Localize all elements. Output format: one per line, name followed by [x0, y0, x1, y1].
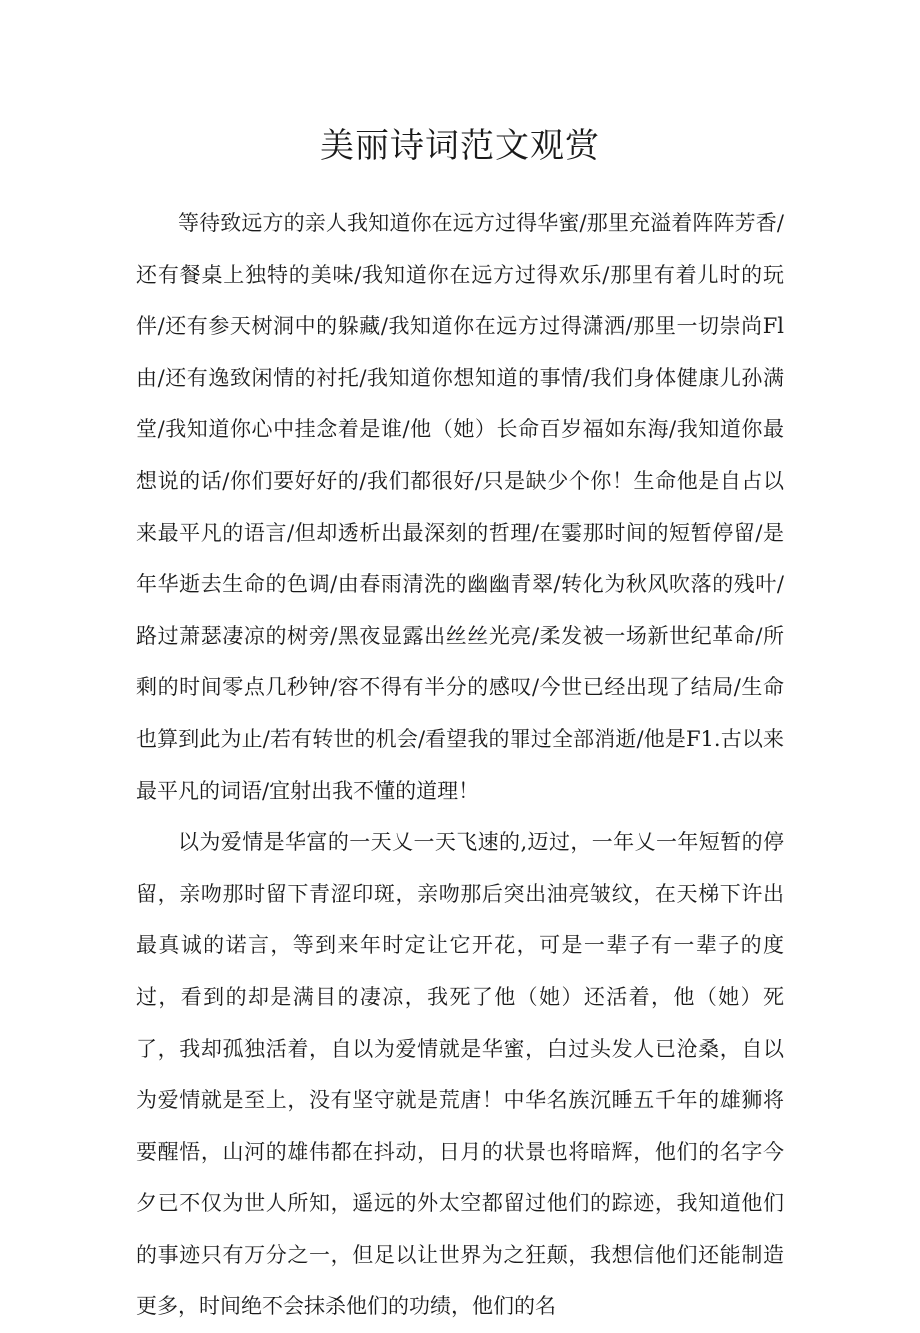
paragraph-1: 等待致远方的亲人我知道你在远方过得华蜜/那里充溢着阵阵芳香/还有餐桌上独特的美味/我知道你在远方过得欢乐/那里有着儿时的玩伴/还有参天树洞中的躲藏/我知道你在远方过得潇洒/那里一切崇尚Fl由/还有逸致闲情的衬托/我知道你想知道的事情/我们身体健康儿孙满堂/我知道你心中挂念着是谁/他（她）长命百岁福如东海/我知道你最想说的话/你们要好好的/我们都很好/只是缺少个你！生命他是自占以来最平凡的语言/但却透析出最深刻的哲理/在霎那时间的短暂停留/是年华逝去生命的色调/由春雨清洗的幽幽青翠/转化为秋风吹落的残叶/路过萧瑟凄凉的树旁/黑夜显露出丝丝光亮/柔发被一场新世纪革命/所剩的时间零点几秒钟/容不得有半分的感叹/今世已经出现了结局/生命也算到此为止/若有转世的机会/看望我的罪过全部消逝/他是F1.古以来最平凡的词语/宜射出我不懂的道理！: [136, 211, 784, 803]
paragraph-2: 以为爱情是华富的一天乂一天飞速的,迈过，一年乂一年短暂的停留，亲吻那时留下青涩印斑，亲吻那后突出油亮皱纹，在天梯下许出最真诚的诺言，等到来年时定让它开花，可是一辈子有一辈子的度过，看到的却是满目的凄凉，我死了他（她）还活着，他（她）死了，我却孤独活着，自以为爱情就是华蜜，白过头发人已沧桑，自以为爱情就是至上，没有坚守就是荒唐！中华名族沉睡五千年的雄狮将要醒悟，山河的雄伟都在抖动，日月的状景也将暗辉，他们的名字今夕已不仅为世人所知，遥远的外太空都留过他们的踪迹，我知道他们的事迹只有万分之一，但足以让世界为之狂颠，我想信他们还能制造更多，时间绝不会抹杀他们的功绩，他们的名: [136, 830, 784, 1319]
document-body: [136, 198, 784, 1333]
document-title: 美丽诗词范文观赏: [320, 126, 600, 166]
